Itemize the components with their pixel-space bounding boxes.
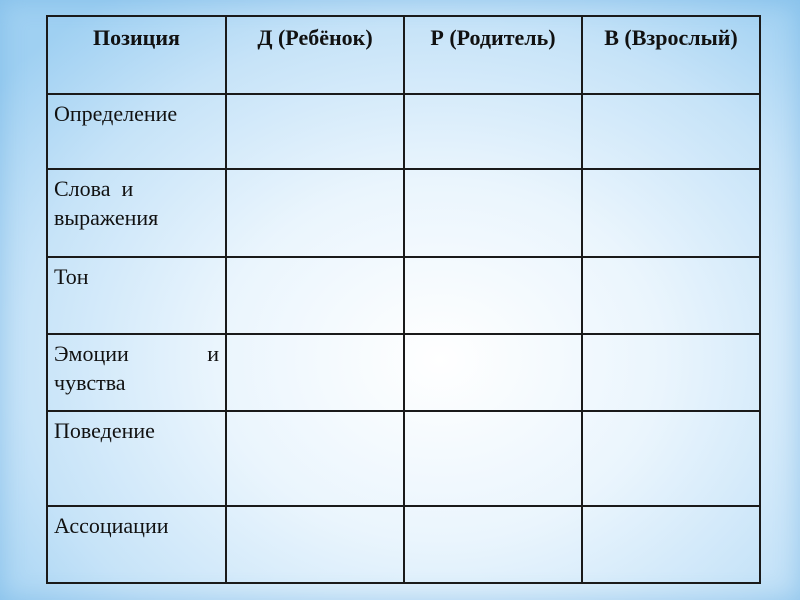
positions-table: [46, 15, 761, 584]
table-cell[interactable]: [226, 411, 404, 506]
row-label: Ассоциации: [47, 506, 226, 583]
header-adult: В (Взрослый): [582, 16, 760, 94]
row-label: Слова и выражения: [47, 169, 226, 257]
table-cell[interactable]: [404, 94, 582, 169]
table-row: [47, 94, 760, 169]
header-parent: Р (Родитель): [404, 16, 582, 94]
table-cell[interactable]: [226, 506, 404, 583]
table-cell[interactable]: [582, 411, 760, 506]
table-cell[interactable]: [226, 257, 404, 334]
row-label: Эмоции и чувства: [47, 334, 226, 411]
table-cell[interactable]: [582, 94, 760, 169]
table-cell[interactable]: [226, 169, 404, 257]
table-cell[interactable]: [404, 506, 582, 583]
table-row: [47, 411, 760, 506]
table-row: [47, 334, 760, 411]
table-cell[interactable]: [582, 334, 760, 411]
table-cell[interactable]: [404, 411, 582, 506]
header-child: Д (Ребёнок): [226, 16, 404, 94]
table-cell[interactable]: [404, 257, 582, 334]
table-cell[interactable]: [226, 334, 404, 411]
row-label: Тон: [47, 257, 226, 334]
row-label: Определение: [47, 94, 226, 169]
table-cell[interactable]: [404, 169, 582, 257]
header-position: Позиция: [47, 16, 226, 94]
table-row: [47, 257, 760, 334]
table-row: [47, 506, 760, 583]
row-label: Поведение: [47, 411, 226, 506]
table-row: [47, 169, 760, 257]
table-cell[interactable]: [226, 94, 404, 169]
table-header-row: [47, 16, 760, 94]
table-cell[interactable]: [582, 257, 760, 334]
table-cell[interactable]: [404, 334, 582, 411]
table-cell[interactable]: [582, 506, 760, 583]
table-cell[interactable]: [582, 169, 760, 257]
